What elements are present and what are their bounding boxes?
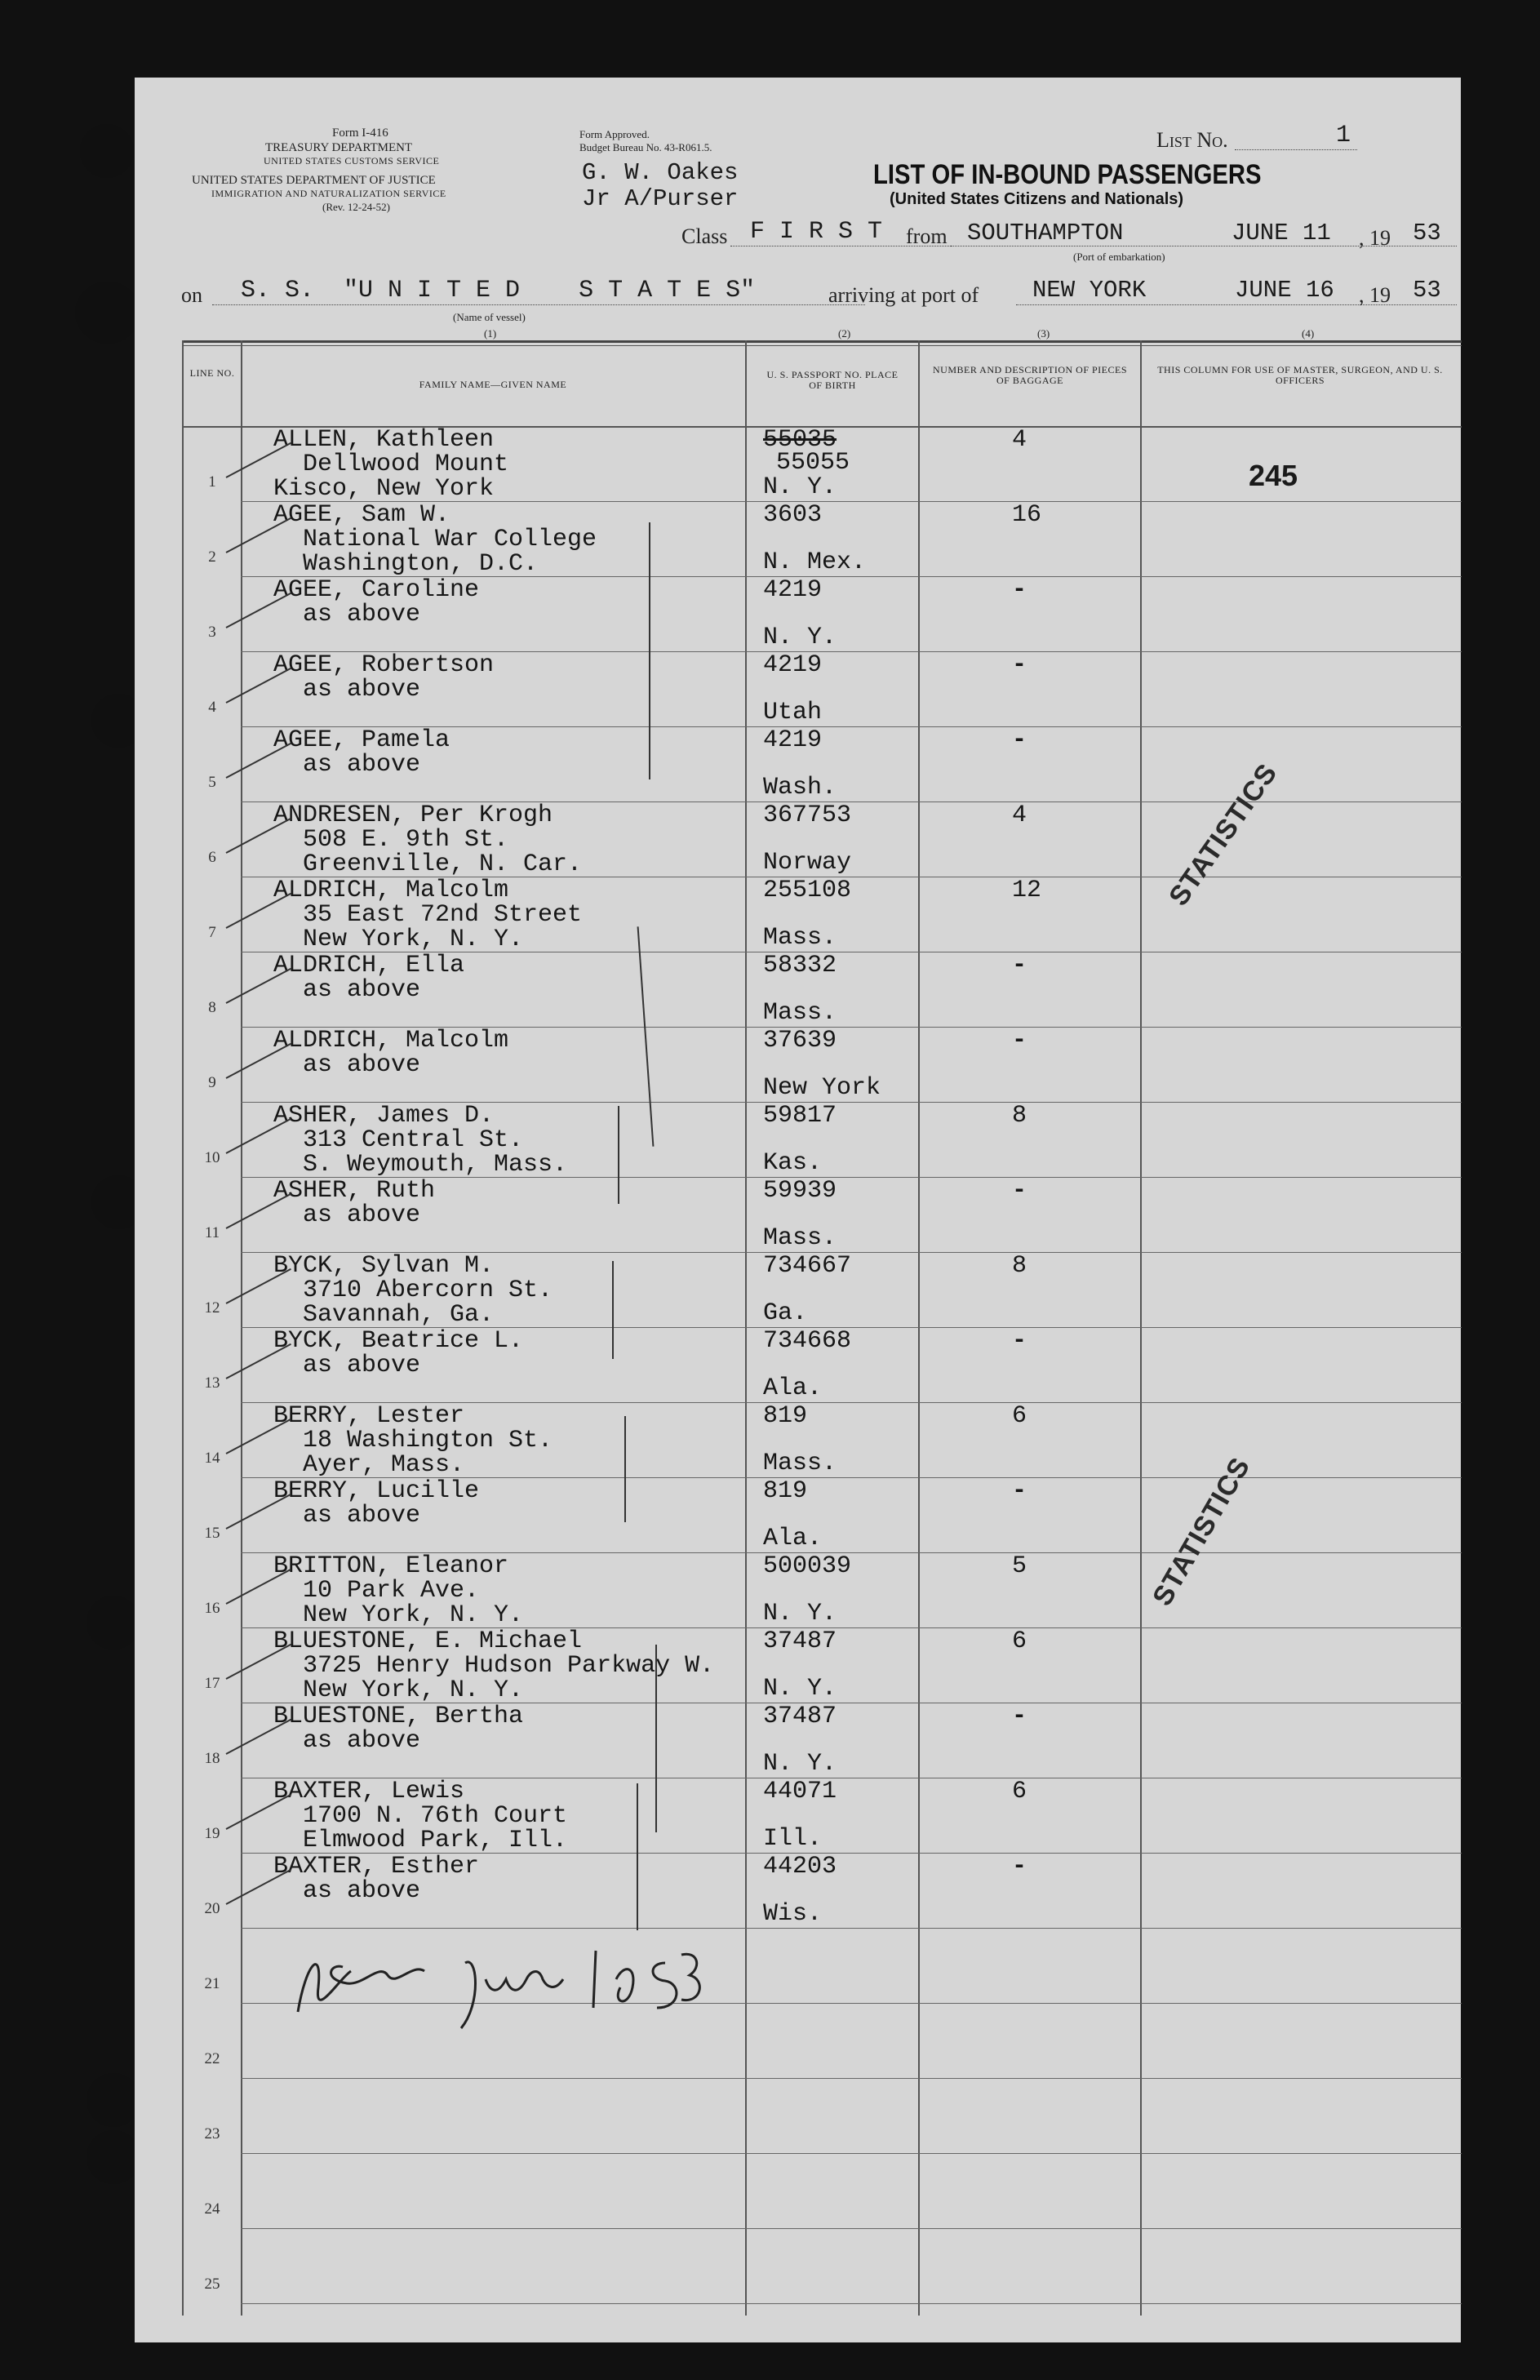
place-of-birth: N. Y. [763,624,837,651]
place-of-birth: Norway [763,849,852,877]
passenger-address: New York, N. Y. [273,926,524,953]
place-of-birth: N. Y. [763,1600,837,1627]
place-of-birth: New York [763,1074,881,1102]
officer-note: 245 [1249,459,1298,492]
col-num-2: (2) [838,327,851,340]
passenger-name: AGEE, Robertson [273,651,495,679]
passenger-address: as above [273,1352,421,1379]
passport-number: 59817 [763,1102,837,1130]
manifest-sheet [135,78,1461,2342]
line-number: 9 [208,1074,216,1091]
document-subtitle: (United States Citizens and Nationals) [890,190,1184,208]
passenger-address: New York, N. Y. [273,1676,524,1704]
passenger-address: 3725 Henry Hudson Parkway W. [273,1652,715,1680]
line-number: 21 [204,1975,220,1992]
passenger-address: as above [273,1051,421,1079]
baggage-count: - [1012,576,1027,604]
budget-bureau: Budget Bureau No. 43-R061.5. [579,141,712,153]
passenger-name: ANDRESEN, Per Krogh [273,801,553,829]
passenger-address: 1700 N. 76th Court [273,1802,568,1830]
passenger-name: AGEE, Caroline [273,576,480,604]
list-label: List No. [1156,128,1228,152]
place-of-birth: N. Y. [763,1750,837,1778]
line-number: 13 [204,1374,220,1392]
passenger-address: as above [273,976,421,1004]
line-number: 25 [204,2276,220,2293]
place-of-birth: Ala. [763,1374,823,1402]
class-value: F I R S T [750,218,883,246]
line-number: 24 [204,2200,220,2218]
passenger-name: BLUESTONE, E. Michael [273,1627,583,1655]
passenger-address: 35 East 72nd Street [273,901,583,929]
dept-immigration: IMMIGRATION AND NATURALIZATION SERVICE [211,188,446,199]
col-header-name: FAMILY NAME—GIVEN NAME [419,379,567,390]
baggage-count: - [1012,1703,1027,1730]
passenger-name: ALDRICH, Malcolm [273,877,509,904]
passenger-address: as above [273,1201,421,1229]
line-number: 10 [204,1149,220,1166]
col-num-1: (1) [484,327,497,340]
passenger-address: Washington, D.C. [273,550,539,578]
passenger-address: 18 Washington St. [273,1427,553,1454]
line-number: 18 [204,1750,220,1767]
statistics-stamp: STATISTICS [1163,757,1284,912]
line-number: 5 [208,774,216,791]
line-number: 17 [204,1675,220,1692]
passenger-name: BAXTER, Lewis [273,1778,465,1805]
arrival-year: 53 [1413,277,1441,304]
form-revision: (Rev. 12-24-52) [322,201,390,213]
baggage-count: 6 [1012,1402,1027,1430]
officer-name: G. W. Oakes [582,159,739,186]
passenger-name: ASHER, Ruth [273,1177,436,1205]
passenger-address: as above [273,751,421,779]
baggage-count: 6 [1012,1627,1027,1655]
dept-customs: UNITED STATES CUSTOMS SERVICE [264,155,440,167]
passport-number: 44071 [763,1778,837,1805]
place-of-birth: Ill. [763,1825,823,1853]
baggage-count: 6 [1012,1778,1027,1805]
place-of-birth: N. Y. [763,473,837,501]
arrival-year-prefix: , 19 [1359,283,1391,307]
col-header-baggage: NUMBER AND DESCRIPTION OF PIECES OF BAGGAGE [932,364,1128,386]
passport-number: 734667 [763,1252,852,1280]
passport-number: 500039 [763,1552,852,1580]
place-of-birth: N. Y. [763,1675,837,1703]
port-of-embarkation: SOUTHAMPTON [967,220,1124,246]
line-number: 23 [204,2125,220,2142]
dept-treasury: TREASURY DEPARTMENT [265,141,413,154]
baggage-count: 5 [1012,1552,1027,1580]
baggage-count: - [1012,952,1027,979]
statistics-stamp: STATISTICS [1147,1451,1257,1611]
line-number: 22 [204,2050,220,2067]
baggage-count: - [1012,1853,1027,1880]
passport-number: 58332 [763,952,837,979]
passenger-name: ALDRICH, Ella [273,952,465,979]
baggage-count: 8 [1012,1252,1027,1280]
passenger-address: as above [273,1727,421,1755]
baggage-count: - [1012,726,1027,754]
port-embark-caption: (Port of embarkation) [1073,251,1165,263]
passport-number-corrected: 55055 [776,449,850,477]
dept-justice: UNITED STATES DEPARTMENT OF JUSTICE [192,174,436,187]
baggage-count: 4 [1012,426,1027,454]
binder-hole [75,282,140,344]
passenger-address: as above [273,1502,421,1530]
binder-hole [80,124,134,178]
place-of-birth: Kas. [763,1149,823,1177]
col-header-line: LINE NO. [189,367,235,379]
arrival-port: NEW YORK [1032,277,1147,304]
document-title: LIST OF IN-BOUND PASSENGERS [873,159,1262,190]
baggage-count: 8 [1012,1102,1027,1130]
vessel-name: S. S. "U N I T E D S T A T E S" [241,277,756,304]
place-of-birth: Utah [763,699,823,726]
passenger-address: as above [273,676,421,704]
place-of-birth: Mass. [763,999,837,1027]
col-header-officers: THIS COLUMN FOR USE OF MASTER, SURGEON, AND U. S. OFFICERS [1157,364,1443,386]
passenger-name: BERRY, Lester [273,1402,465,1430]
passenger-name: AGEE, Pamela [273,726,450,754]
passenger-address: Elmwood Park, Ill. [273,1827,568,1854]
line-number: 2 [208,548,216,566]
baggage-count: - [1012,651,1027,679]
passport-number: 55035 [763,426,837,454]
passenger-address: as above [273,601,421,628]
embarkation-year-prefix: , 19 [1359,226,1391,250]
line-number: 6 [208,849,216,866]
passenger-name: BAXTER, Esther [273,1853,480,1880]
passport-number: 4219 [763,576,823,604]
passenger-address: as above [273,1877,421,1905]
passenger-name: ALDRICH, Malcolm [273,1027,509,1055]
line-number: 20 [204,1900,220,1917]
passport-number: 59939 [763,1177,837,1205]
col-num-3: (3) [1037,327,1050,340]
place-of-birth: Mass. [763,1224,837,1252]
place-of-birth: N. Mex. [763,548,867,576]
line-number: 19 [204,1825,220,1842]
passenger-name: ASHER, James D. [273,1102,495,1130]
passenger-address: Ayer, Mass. [273,1451,465,1479]
place-of-birth: Wis. [763,1900,823,1928]
place-of-birth: Ala. [763,1525,823,1552]
passenger-address: 10 Park Ave. [273,1577,480,1605]
class-label: Class [681,224,728,248]
passenger-name: AGEE, Sam W. [273,501,450,529]
line-number: 4 [208,699,216,716]
line-number: 7 [208,924,216,941]
passenger-address: Savannah, Ga. [273,1301,495,1329]
line-number: 11 [204,1224,220,1241]
line-number: 14 [204,1450,220,1467]
passenger-address: 313 Central St. [273,1126,524,1154]
on-label: on [181,283,202,307]
col-header-passport: U. S. PASSPORT NO. PLACE OF BIRTH [766,369,899,391]
baggage-count: - [1012,1177,1027,1205]
passport-number: 255108 [763,877,852,904]
line-number: 8 [208,999,216,1016]
passport-number: 44203 [763,1853,837,1880]
passenger-name: BYCK, Sylvan M. [273,1252,495,1280]
baggage-count: - [1012,1477,1027,1505]
baggage-count: - [1012,1327,1027,1355]
passenger-name: BYCK, Beatrice L. [273,1327,524,1355]
form-number: Form I-416 [332,127,388,140]
passport-number: 3603 [763,501,823,529]
passport-number: 4219 [763,726,823,754]
passenger-address: 3710 Abercorn St. [273,1277,553,1304]
passport-number: 367753 [763,801,852,829]
passenger-address: S. Weymouth, Mass. [273,1151,568,1179]
binder-hole [87,1596,140,1650]
embarkation-year: 53 [1413,220,1441,246]
line-number: 16 [204,1600,220,1617]
passport-number: 37487 [763,1627,837,1655]
passenger-name: ALLEN, Kathleen [273,426,495,454]
passport-number: 819 [763,1477,808,1505]
place-of-birth: Mass. [763,924,837,952]
passenger-address: Kisco, New York [273,475,495,503]
passenger-name: BRITTON, Eleanor [273,1552,509,1580]
col-num-4: (4) [1302,327,1315,340]
passport-number: 4219 [763,651,823,679]
svg-text:Allen June 16, 53: Allen June 16, 53 [273,1930,280,1931]
passenger-address: Dellwood Mount [273,451,509,478]
officer-title: Jr A/Purser [582,185,739,212]
passport-number: 734668 [763,1327,852,1355]
place-of-birth: Ga. [763,1299,808,1327]
passenger-name: BERRY, Lucille [273,1477,480,1505]
passenger-name: BLUESTONE, Bertha [273,1703,524,1730]
passenger-address: New York, N. Y. [273,1601,524,1629]
line-number: 15 [204,1525,220,1542]
line-number: 12 [204,1299,220,1317]
passenger-address: 508 E. 9th St. [273,826,509,854]
arrival-date: JUNE 16 [1235,277,1334,304]
passport-number: 819 [763,1402,808,1430]
passenger-address: National War College [273,526,597,553]
binder-hole [87,2130,140,2184]
embarkation-date: JUNE 11 [1232,220,1331,246]
list-number: 1 [1336,122,1351,149]
passenger-address: Greenville, N. Car. [273,850,583,878]
baggage-count: 16 [1012,501,1042,529]
line-number: 3 [208,624,216,641]
arriving-label: arriving at port of [828,283,979,307]
passport-number: 37639 [763,1027,837,1055]
passport-number: 37487 [763,1703,837,1730]
from-label: from [906,224,948,248]
binder-hole [87,2073,140,2127]
baggage-count: 12 [1012,877,1042,904]
baggage-count: - [1012,1027,1027,1055]
vessel-caption: (Name of vessel) [453,311,526,323]
place-of-birth: Wash. [763,774,837,801]
baggage-count: 4 [1012,801,1027,829]
form-approved: Form Approved. [579,128,650,140]
purser-signature [273,1930,730,2036]
place-of-birth: Mass. [763,1450,837,1477]
line-number: 1 [208,473,216,491]
